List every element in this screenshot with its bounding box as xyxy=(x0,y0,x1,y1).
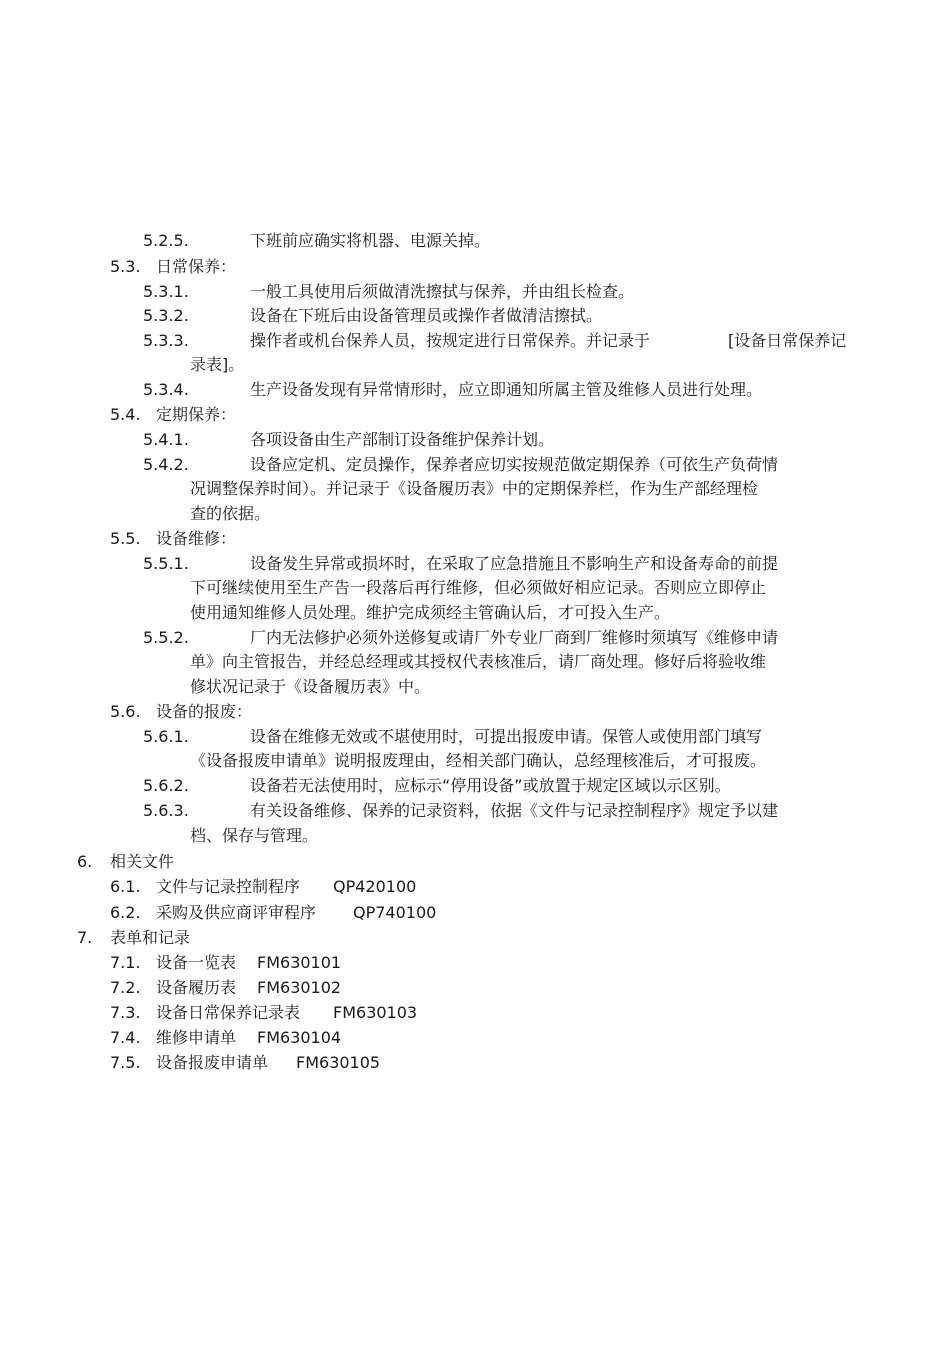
form-7-5 xyxy=(0,1052,950,1074)
clause-text: 有关设备维修、保养的记录资料，依据《文件与记录控制程序》规定予以建 xyxy=(250,801,779,820)
form-code: FM630104 xyxy=(257,1028,342,1047)
clause-continuation: 下可继续使用至生产告一段落后再行维修，但必须做好相应记录。否则应立即停止 xyxy=(190,578,767,597)
clause-number: 5.3.3. xyxy=(143,331,189,350)
doc-code: QP740100 xyxy=(353,903,437,922)
chapter-number: 6. xyxy=(77,852,93,871)
item-number: 7.2. xyxy=(110,978,141,997)
clause-text: 生产设备发现有异常情形时，应立即通知所属主管及维修人员进行处理。 xyxy=(250,380,763,399)
item-number: 7.1. xyxy=(110,953,141,972)
clause-number: 5.6.3. xyxy=(143,801,189,820)
clause-continuation: 修状况记录于《设备履历表》中。 xyxy=(190,677,431,696)
form-code: FM630103 xyxy=(333,1003,418,1022)
form-code: FM630101 xyxy=(257,953,342,972)
form-7-3 xyxy=(0,1002,950,1024)
item-number: 7.3. xyxy=(110,1003,141,1022)
clause-continuation: 单》向主管报告，并经总经理或其授权代表核准后，请厂商处理。修好后将验收维 xyxy=(190,652,767,671)
clause-number: 5.4.2. xyxy=(143,455,189,474)
clause-number: 5.4.1. xyxy=(143,430,189,449)
clause-continuation: 使用通知维修人员处理。维护完成须经主管确认后，才可投入生产。 xyxy=(190,603,671,622)
clause-continuation: 查的依据。 xyxy=(190,504,271,523)
section-number: 5.5. xyxy=(110,529,141,548)
clause-number: 5.3.2. xyxy=(143,306,189,325)
item-number: 7.4. xyxy=(110,1028,141,1047)
form-name: 设备日常保养记录表 xyxy=(156,1003,301,1022)
section-title: 定期保养： xyxy=(156,405,237,424)
clause-text: 一般工具使用后须做清洗擦拭与保养，并由组长检查。 xyxy=(250,282,635,301)
clause-text: 操作者或机台保养人员，按规定进行日常保养。并记录于 xyxy=(250,331,651,350)
related-doc-6-2 xyxy=(0,902,950,924)
doc-name: 采购及供应商评审程序 xyxy=(156,903,317,922)
clause-continuation: 录表]。 xyxy=(190,355,245,374)
form-name: 设备报废申请单 xyxy=(156,1053,269,1072)
clause-5-3-3 xyxy=(0,330,950,352)
form-code: FM630102 xyxy=(257,978,342,997)
section-number: 5.3. xyxy=(110,257,141,276)
section-number: 5.4. xyxy=(110,405,141,424)
clause-number: 5.3.4. xyxy=(143,380,189,399)
clause-number: 5.6.1. xyxy=(143,727,189,746)
clause-text: 设备应定机、定员操作，保养者应切实按规范做定期保养（可依生产负荷情 xyxy=(250,455,779,474)
form-7-4 xyxy=(0,1027,950,1049)
section-title: 设备的报废： xyxy=(156,702,253,721)
chapter-title: 表单和记录 xyxy=(110,928,191,947)
clause-number: 5.5.2. xyxy=(143,628,189,647)
clause-text: 设备在下班后由设备管理员或操作者做清洁擦拭。 xyxy=(250,306,603,325)
section-title: 设备维修： xyxy=(156,529,237,548)
clause-text: 设备在维修无效或不堪使用时，可提出报废申请。保管人或使用部门填写 xyxy=(250,727,763,746)
clause-text: 设备若无法使用时，应标示“停用设备”或放置于规定区域以示区别。 xyxy=(250,776,731,795)
related-doc-6-1 xyxy=(0,876,950,898)
section-title: 日常保养： xyxy=(156,257,237,276)
doc-name: 文件与记录控制程序 xyxy=(156,877,301,896)
clause-text: 设备发生异常或损坏时，在采取了应急措施且不影响生产和设备寿命的前提 xyxy=(250,554,779,573)
section-number: 5.6. xyxy=(110,702,141,721)
chapter-number: 7. xyxy=(77,928,93,947)
form-7-2 xyxy=(0,977,950,999)
clause-continuation: 《设备报废申请单》说明报废理由，经相关部门确认，总经理核准后，才可报废。 xyxy=(190,751,767,770)
clause-text-form-ref: [设备日常保养记 xyxy=(728,331,847,350)
form-name: 设备一览表 xyxy=(156,953,237,972)
doc-code: QP420100 xyxy=(333,877,417,896)
item-number: 6.2. xyxy=(110,903,141,922)
item-number: 7.5. xyxy=(110,1053,141,1072)
form-name: 维修申请单 xyxy=(156,1028,237,1047)
clause-number: 5.2.5. xyxy=(143,231,189,250)
item-number: 6.1. xyxy=(110,877,141,896)
clause-number: 5.3.1. xyxy=(143,282,189,301)
form-name: 设备履历表 xyxy=(156,978,237,997)
clause-text: 厂内无法修护必须外送修复或请厂外专业厂商到厂维修时须填写《维修申请 xyxy=(250,628,779,647)
clause-number: 5.6.2. xyxy=(143,776,189,795)
clause-continuation: 况调整保养时间）。并记录于《设备履历表》中的定期保养栏，作为生产部经理检 xyxy=(190,479,759,498)
chapter-title: 相关文件 xyxy=(110,852,175,871)
clause-continuation: 档、保存与管理。 xyxy=(190,826,319,845)
form-7-1 xyxy=(0,952,950,974)
form-code: FM630105 xyxy=(296,1053,381,1072)
clause-text: 下班前应确实将机器、电源关掉。 xyxy=(250,231,491,250)
clause-number: 5.5.1. xyxy=(143,554,189,573)
clause-text: 各项设备由生产部制订设备维护保养计划。 xyxy=(250,430,555,449)
